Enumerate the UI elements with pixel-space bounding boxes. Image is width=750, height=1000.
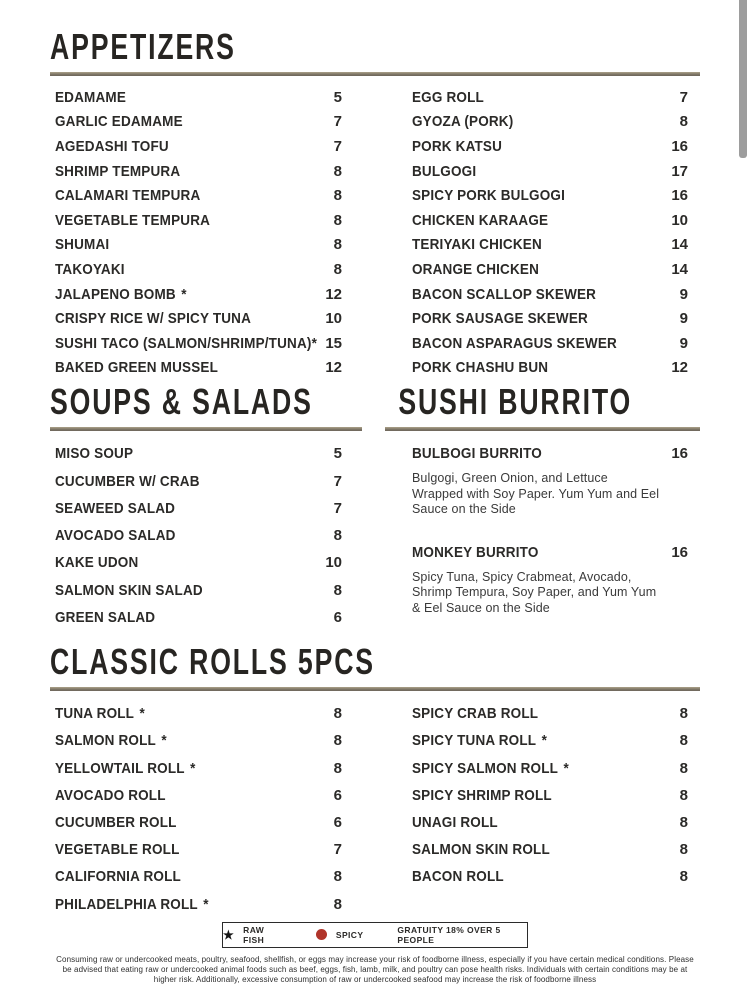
menu-item-name: CHICKEN KARAAGE bbox=[412, 211, 549, 229]
menu-item-price: 9 bbox=[679, 285, 688, 303]
menu-item-row bbox=[50, 257, 362, 282]
menu-item-price: 8 bbox=[333, 187, 342, 205]
legend-raw-fish bbox=[223, 925, 282, 945]
raw-fish-marker: * bbox=[203, 895, 209, 913]
menu-item-name: TUNA ROLL bbox=[55, 705, 135, 723]
menu-item-row bbox=[385, 159, 700, 184]
menu-item-name: GYOZA (PORK) bbox=[412, 113, 514, 131]
menu-item-name: UNAGI ROLL bbox=[412, 814, 498, 831]
menu-item-price: 8 bbox=[333, 236, 342, 254]
menu-item-price: 7 bbox=[679, 88, 688, 106]
menu-item-price: 8 bbox=[333, 868, 342, 886]
menu-item-row bbox=[385, 356, 700, 381]
legend-spicy bbox=[316, 929, 364, 940]
menu-item-row bbox=[50, 356, 362, 381]
menu-item-row bbox=[50, 467, 362, 494]
raw-fish-marker: * bbox=[161, 732, 167, 750]
section-divider bbox=[50, 427, 362, 431]
menu-item-name: SALMON ROLL bbox=[55, 732, 156, 750]
menu-item-row bbox=[385, 110, 700, 135]
menu-item-row bbox=[50, 183, 362, 208]
menu-item-name: BULGOGI bbox=[412, 162, 477, 180]
menu-item-row bbox=[50, 863, 362, 890]
menu-item-name: MONKEY BURRITO bbox=[412, 543, 539, 561]
menu-item-row bbox=[50, 549, 362, 576]
menu-item-name: SPICY PORK BULGOGI bbox=[412, 187, 566, 205]
menu-item-name: BAKED GREEN MUSSEL bbox=[55, 359, 219, 377]
menu-item-name: BULBOGI BURRITO bbox=[412, 445, 542, 463]
soups-salads-list bbox=[50, 440, 362, 631]
raw-fish-marker: * bbox=[139, 705, 145, 723]
legend-raw-fish-label: RAW FISH bbox=[243, 924, 265, 945]
section-divider bbox=[50, 72, 700, 76]
menu-item-row bbox=[50, 755, 362, 782]
menu-item-name: CRISPY RICE W/ SPICY TUNA bbox=[55, 310, 252, 328]
menu-item-price: 16 bbox=[671, 445, 688, 463]
menu-item-name: SPICY SHRIMP ROLL bbox=[412, 786, 552, 804]
menu-item-name: CUCUMBER W/ CRAB bbox=[55, 472, 200, 490]
menu-item-name: SEAWEED SALAD bbox=[55, 499, 176, 517]
menu-item-name: AVOCADO ROLL bbox=[55, 786, 166, 804]
menu-item-row bbox=[50, 331, 362, 356]
menu-item-row bbox=[385, 208, 700, 233]
menu-item-name: EDAMAME bbox=[55, 88, 127, 106]
menu-item-price: 8 bbox=[333, 705, 342, 723]
appetizers-column-right bbox=[385, 85, 700, 380]
section-title-appetizers: APPETIZERS bbox=[50, 26, 236, 67]
menu-item-name: VEGETABLE ROLL bbox=[55, 841, 180, 859]
menu-item-row bbox=[50, 522, 362, 549]
raw-fish-marker: * bbox=[563, 759, 569, 777]
menu-item-row bbox=[385, 85, 700, 110]
menu-item-row bbox=[385, 233, 700, 258]
menu-item-price: 15 bbox=[325, 334, 342, 352]
menu-item-block bbox=[385, 440, 700, 518]
menu-item-row bbox=[385, 782, 700, 809]
menu-item-row bbox=[50, 495, 362, 522]
menu-item-block bbox=[385, 539, 700, 617]
menu-item-price: 8 bbox=[679, 786, 688, 804]
classic-rolls-column-left bbox=[50, 700, 362, 918]
menu-item-row bbox=[385, 183, 700, 208]
menu-item-name: GARLIC EDAMAME bbox=[55, 113, 183, 131]
menu-item-price: 16 bbox=[671, 187, 688, 205]
raw-fish-marker: * bbox=[181, 285, 187, 303]
menu-item-description: Spicy Tuna, Spicy Crabmeat, Avocado, Shrimp Tempura, Soy Paper, and Yum Yum & Eel Sauce on the Side bbox=[412, 569, 657, 615]
menu-item-price: 8 bbox=[679, 868, 688, 886]
menu-item-price: 8 bbox=[333, 895, 342, 913]
menu-item-name: AVOCADO SALAD bbox=[55, 527, 176, 545]
menu-item-name: JALAPENO BOMB bbox=[55, 285, 176, 303]
legend-gratuity bbox=[397, 925, 527, 945]
menu-item-name: SUSHI TACO (SALMON/SHRIMP/TUNA)* bbox=[55, 334, 318, 352]
menu-item-row bbox=[50, 282, 362, 307]
menu-item-name: CUCUMBER ROLL bbox=[55, 814, 177, 831]
menu-item-price: 8 bbox=[333, 211, 342, 229]
menu-item-name: CALAMARI TEMPURA bbox=[55, 187, 201, 205]
section-title-classic-rolls: CLASSIC ROLLS 5PCS bbox=[50, 641, 375, 683]
menu-item-row bbox=[50, 440, 362, 467]
menu-item-price: 9 bbox=[679, 310, 688, 328]
raw-fish-marker: * bbox=[190, 759, 196, 777]
menu-item-price: 6 bbox=[333, 814, 342, 831]
legend-box bbox=[222, 922, 528, 948]
menu-item-price: 8 bbox=[333, 732, 342, 750]
menu-item-price: 8 bbox=[679, 732, 688, 750]
menu-item-name: SHUMAI bbox=[55, 236, 110, 254]
menu-item-price: 7 bbox=[333, 841, 342, 859]
menu-item-name: PORK CHASHU BUN bbox=[412, 359, 549, 377]
menu-item-name: SPICY TUNA ROLL bbox=[412, 732, 537, 750]
menu-item-name: GREEN SALAD bbox=[55, 609, 156, 627]
menu-item-row bbox=[385, 700, 700, 727]
menu-item-row bbox=[50, 727, 362, 754]
menu-item-row bbox=[385, 282, 700, 307]
classic-rolls-column-right bbox=[385, 700, 700, 918]
menu-item-price: 5 bbox=[333, 88, 342, 106]
menu-item-row bbox=[385, 440, 700, 467]
menu-item-name: BACON ASPARAGUS SKEWER bbox=[412, 334, 617, 352]
menu-item-row bbox=[385, 331, 700, 356]
menu-item-name: BACON SCALLOP SKEWER bbox=[412, 285, 597, 303]
menu-item-price: 8 bbox=[679, 705, 688, 723]
menu-item-name: KAKE UDON bbox=[55, 554, 139, 572]
menu-item-row bbox=[50, 700, 362, 727]
menu-item-price: 8 bbox=[679, 814, 688, 831]
menu-item-row bbox=[50, 233, 362, 258]
menu-item-name: SALMON SKIN SALAD bbox=[55, 581, 203, 599]
menu-item-name: MISO SOUP bbox=[55, 445, 134, 463]
menu-item-name: EGG ROLL bbox=[412, 88, 484, 106]
menu-item-price: 8 bbox=[333, 260, 342, 278]
menu-item-name: YELLOWTAIL ROLL bbox=[55, 759, 185, 777]
menu-item-row bbox=[385, 863, 700, 890]
section-sushi-burrito bbox=[385, 382, 700, 637]
menu-item-row bbox=[385, 257, 700, 282]
menu-item-price: 7 bbox=[333, 137, 342, 155]
menu-item-row bbox=[385, 809, 700, 836]
menu-item-row bbox=[50, 159, 362, 184]
menu-item-name: PHILADELPHIA ROLL bbox=[55, 895, 198, 913]
menu-item-price: 6 bbox=[333, 786, 342, 804]
menu-item-price: 8 bbox=[679, 113, 688, 131]
menu-item-price: 8 bbox=[679, 841, 688, 859]
menu-item-description: Bulgogi, Green Onion, and Lettuce Wrapped with Soy Paper. Yum Yum and Eel Sauce on the Side bbox=[412, 471, 660, 517]
menu-item-row bbox=[50, 208, 362, 233]
menu-item-price: 9 bbox=[679, 334, 688, 352]
menu-item-row bbox=[385, 755, 700, 782]
sushi-burrito-list bbox=[385, 440, 700, 616]
menu-item-name: PORK KATSU bbox=[412, 137, 503, 155]
menu-item-row bbox=[50, 577, 362, 604]
menu-item-row bbox=[50, 782, 362, 809]
disclaimer-text: Consuming raw or undercooked meats, poultry, seafood, shellfish, or eggs may increase your risk of foodborne illness, especially if you have certain medical conditions. Please be advised that eating raw or undercooked animal foods such as beef, eggs, fish, lamb, milk, and poultry can pose health risks. Individuals with certain conditions may be at higher risk. Additionally, excessive consumption of raw or undercooked seafood may increase the risk of foodborne illness bbox=[56, 954, 694, 985]
menu-item-price: 12 bbox=[671, 359, 688, 377]
menu-item-price: 8 bbox=[333, 162, 342, 180]
legend-spicy-label: SPICY bbox=[335, 929, 364, 940]
menu-item-row bbox=[50, 85, 362, 110]
menu-item-row bbox=[50, 836, 362, 863]
section-classic-rolls bbox=[50, 642, 700, 918]
menu-item-price: 7 bbox=[333, 499, 342, 517]
menu-item-price: 14 bbox=[671, 260, 688, 278]
menu-item-price: 8 bbox=[333, 581, 342, 599]
menu-item-name: ORANGE CHICKEN bbox=[412, 260, 540, 278]
raw-fish-star-icon: ★ bbox=[223, 927, 235, 942]
menu-item-row bbox=[50, 809, 362, 836]
menu-item-name: BACON ROLL bbox=[412, 868, 504, 886]
section-divider bbox=[385, 427, 700, 431]
menu-item-price: 12 bbox=[325, 285, 342, 303]
menu-item-price: 5 bbox=[333, 445, 342, 463]
menu-item-price: 12 bbox=[325, 359, 342, 377]
menu-item-row bbox=[385, 306, 700, 331]
raw-fish-marker: * bbox=[541, 732, 548, 750]
menu-item-row bbox=[50, 134, 362, 159]
menu-item-price: 10 bbox=[325, 310, 342, 328]
menu-item-name: PORK SAUSAGE SKEWER bbox=[412, 310, 588, 328]
legend-gratuity-label: GRATUITY 18% OVER 5 PEOPLE bbox=[397, 924, 501, 945]
menu-item-price: 16 bbox=[671, 137, 688, 155]
menu-item-row bbox=[385, 134, 700, 159]
section-divider bbox=[50, 687, 700, 691]
section-appetizers bbox=[50, 27, 700, 380]
menu-item-price: 8 bbox=[333, 759, 342, 777]
spicy-dot-icon bbox=[316, 929, 327, 940]
menu-item-row bbox=[50, 890, 362, 917]
menu-item-price: 10 bbox=[671, 211, 688, 229]
menu-item-price: 8 bbox=[333, 527, 342, 545]
section-soups-salads bbox=[50, 382, 362, 637]
section-title-soups-salads: SOUPS & SALADS bbox=[50, 381, 313, 423]
menu-item-name: SHRIMP TEMPURA bbox=[55, 162, 181, 180]
menu-item-row bbox=[385, 727, 700, 754]
menu-item-price: 10 bbox=[325, 554, 342, 572]
menu-item-name: VEGETABLE TEMPURA bbox=[55, 211, 211, 229]
menu-item-name: CALIFORNIA ROLL bbox=[55, 868, 181, 886]
menu-item-name: SALMON SKIN ROLL bbox=[412, 841, 550, 859]
menu-item-row bbox=[50, 110, 362, 135]
menu-item-price: 7 bbox=[333, 113, 342, 131]
section-title-sushi-burrito: SUSHI BURRITO bbox=[398, 381, 633, 423]
menu-item-name: AGEDASHI TOFU bbox=[55, 137, 169, 155]
menu-item-price: 8 bbox=[679, 759, 688, 777]
menu-item-price: 6 bbox=[333, 609, 342, 627]
menu-item-name: SPICY CRAB ROLL bbox=[412, 705, 539, 723]
appetizers-column-left bbox=[50, 85, 362, 380]
menu-item-name: TERIYAKI CHICKEN bbox=[412, 236, 542, 254]
menu-item-row bbox=[50, 306, 362, 331]
menu-item-row bbox=[50, 604, 362, 631]
menu-item-name: SPICY SALMON ROLL bbox=[412, 759, 559, 777]
menu-item-price: 14 bbox=[671, 236, 688, 254]
menu-item-row bbox=[385, 836, 700, 863]
menu-item-name: TAKOYAKI bbox=[55, 260, 125, 278]
menu-item-price: 17 bbox=[671, 162, 688, 180]
menu-item-price: 7 bbox=[333, 472, 342, 490]
menu-item-row bbox=[385, 539, 700, 566]
menu-item-price: 16 bbox=[671, 543, 688, 561]
